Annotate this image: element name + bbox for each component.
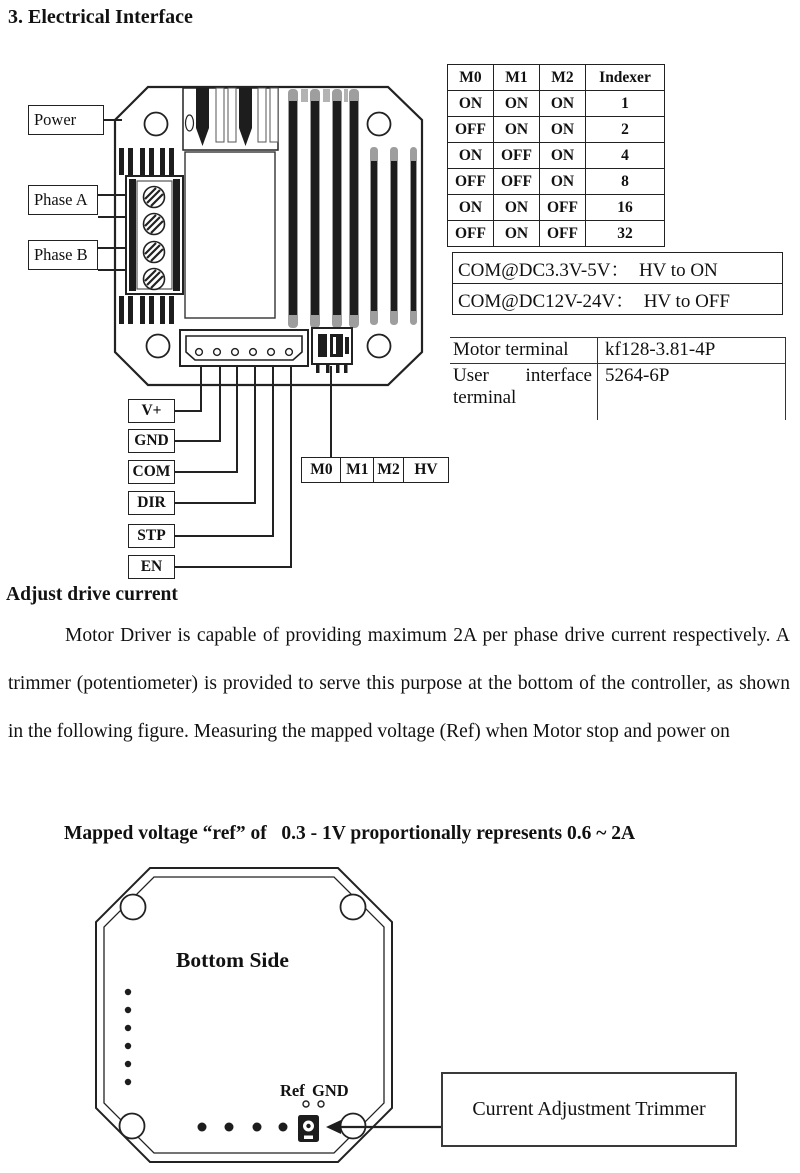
pin-label-com: COM (128, 460, 175, 484)
indexer-cell: ON (494, 221, 540, 247)
trimmer-callout-box: Current Adjustment Trimmer (441, 1072, 737, 1147)
indexer-cell: OFF (448, 169, 494, 195)
terminal-row-motor (450, 338, 785, 364)
motor-terminal-block (126, 176, 183, 294)
indexer-row (448, 195, 665, 221)
indexer-row (448, 169, 665, 195)
indexer-cell: OFF (494, 143, 540, 169)
indexer-cell: OFF (494, 169, 540, 195)
com-row-high: COM@DC12V-24V： HV to OFF (458, 290, 730, 312)
heatsink-top-block (183, 88, 278, 150)
indexer-cell: 32 (586, 221, 665, 247)
indexer-header-indexer: Indexer (586, 65, 665, 91)
terminal-label: Motor terminal (453, 339, 569, 360)
com-row-low: COM@DC3.3V-5V： HV to ON (453, 253, 782, 284)
indexer-cell: 16 (586, 195, 665, 221)
indexer-cell: ON (540, 143, 586, 169)
body-paragraph: Motor Driver is capable of providing maximum 2A per phase drive current respectively. A trimmer (potentiometer) is provided to serve this purpose at the bottom of the controller, as shown in the following figure. Measuring the mapped voltage (Ref) when Motor stop and power on (8, 625, 790, 742)
pin-label-dir: DIR (128, 491, 175, 515)
driver-bottom-view (96, 868, 441, 1162)
user-interface-connector (180, 330, 308, 366)
indexer-cell: ON (540, 91, 586, 117)
mode-cell-m1: M1 (340, 457, 374, 483)
terminal-value: kf128-3.81-4P (597, 338, 785, 363)
page-title: 3. Electrical Interface (8, 6, 193, 28)
terminal-type-table (450, 337, 786, 420)
mapped-voltage-line: Mapped voltage “ref” of 0.3 - 1V proportionally represents 0.6 ~ 2A (64, 823, 636, 844)
indexer-cell: ON (494, 195, 540, 221)
indexer-header-m1: M1 (494, 65, 540, 91)
indexer-row (448, 91, 665, 117)
indexer-cell: ON (540, 169, 586, 195)
indexer-cell: ON (448, 91, 494, 117)
pin-label-en: EN (128, 555, 175, 579)
label-phase-b: Phase B (28, 240, 98, 270)
indexer-row (448, 143, 665, 169)
bottom-side-label: Bottom Side (176, 948, 289, 972)
mode-strip (301, 457, 449, 483)
indexer-cell: 8 (586, 169, 665, 195)
indexer-header-m2: M2 (540, 65, 586, 91)
current-trimmer (298, 1115, 319, 1142)
indexer-cell: ON (448, 195, 494, 221)
indexer-cell: OFF (540, 221, 586, 247)
indexer-cell: OFF (448, 117, 494, 143)
indexer-cell: OFF (448, 221, 494, 247)
pin-label-stp: STP (128, 524, 175, 548)
indexer-cell: OFF (540, 195, 586, 221)
pin-label-vplus: V+ (128, 399, 175, 423)
indexer-cell: ON (540, 117, 586, 143)
gnd-label: GND (312, 1081, 349, 1100)
indexer-cell: ON (494, 117, 540, 143)
indexer-header-row (448, 65, 665, 91)
section-heading: Adjust drive current (6, 584, 178, 605)
indexer-cell: 1 (586, 91, 665, 117)
label-phase-a: Phase A (28, 185, 98, 215)
terminal-row-user (450, 364, 785, 420)
pcb-area (185, 152, 275, 318)
ref-label: Ref (280, 1081, 305, 1100)
mode-cell-m2: M2 (373, 457, 405, 483)
com-voltage-table (452, 252, 783, 315)
indexer-cell: ON (494, 91, 540, 117)
terminal-value: 5264-6P (597, 364, 785, 420)
indexer-header-m0: M0 (448, 65, 494, 91)
indexer-row (448, 221, 665, 247)
indexer-table (447, 64, 665, 247)
indexer-cell: ON (448, 143, 494, 169)
indexer-cell: 2 (586, 117, 665, 143)
mode-cell-hv: HV (403, 457, 449, 483)
label-power: Power (28, 105, 104, 135)
indexer-cell: 4 (586, 143, 665, 169)
mode-cell-m0: M0 (301, 457, 342, 483)
pin-label-gnd: GND (128, 429, 175, 453)
terminal-label: User interface terminal (453, 365, 592, 408)
indexer-row (448, 117, 665, 143)
